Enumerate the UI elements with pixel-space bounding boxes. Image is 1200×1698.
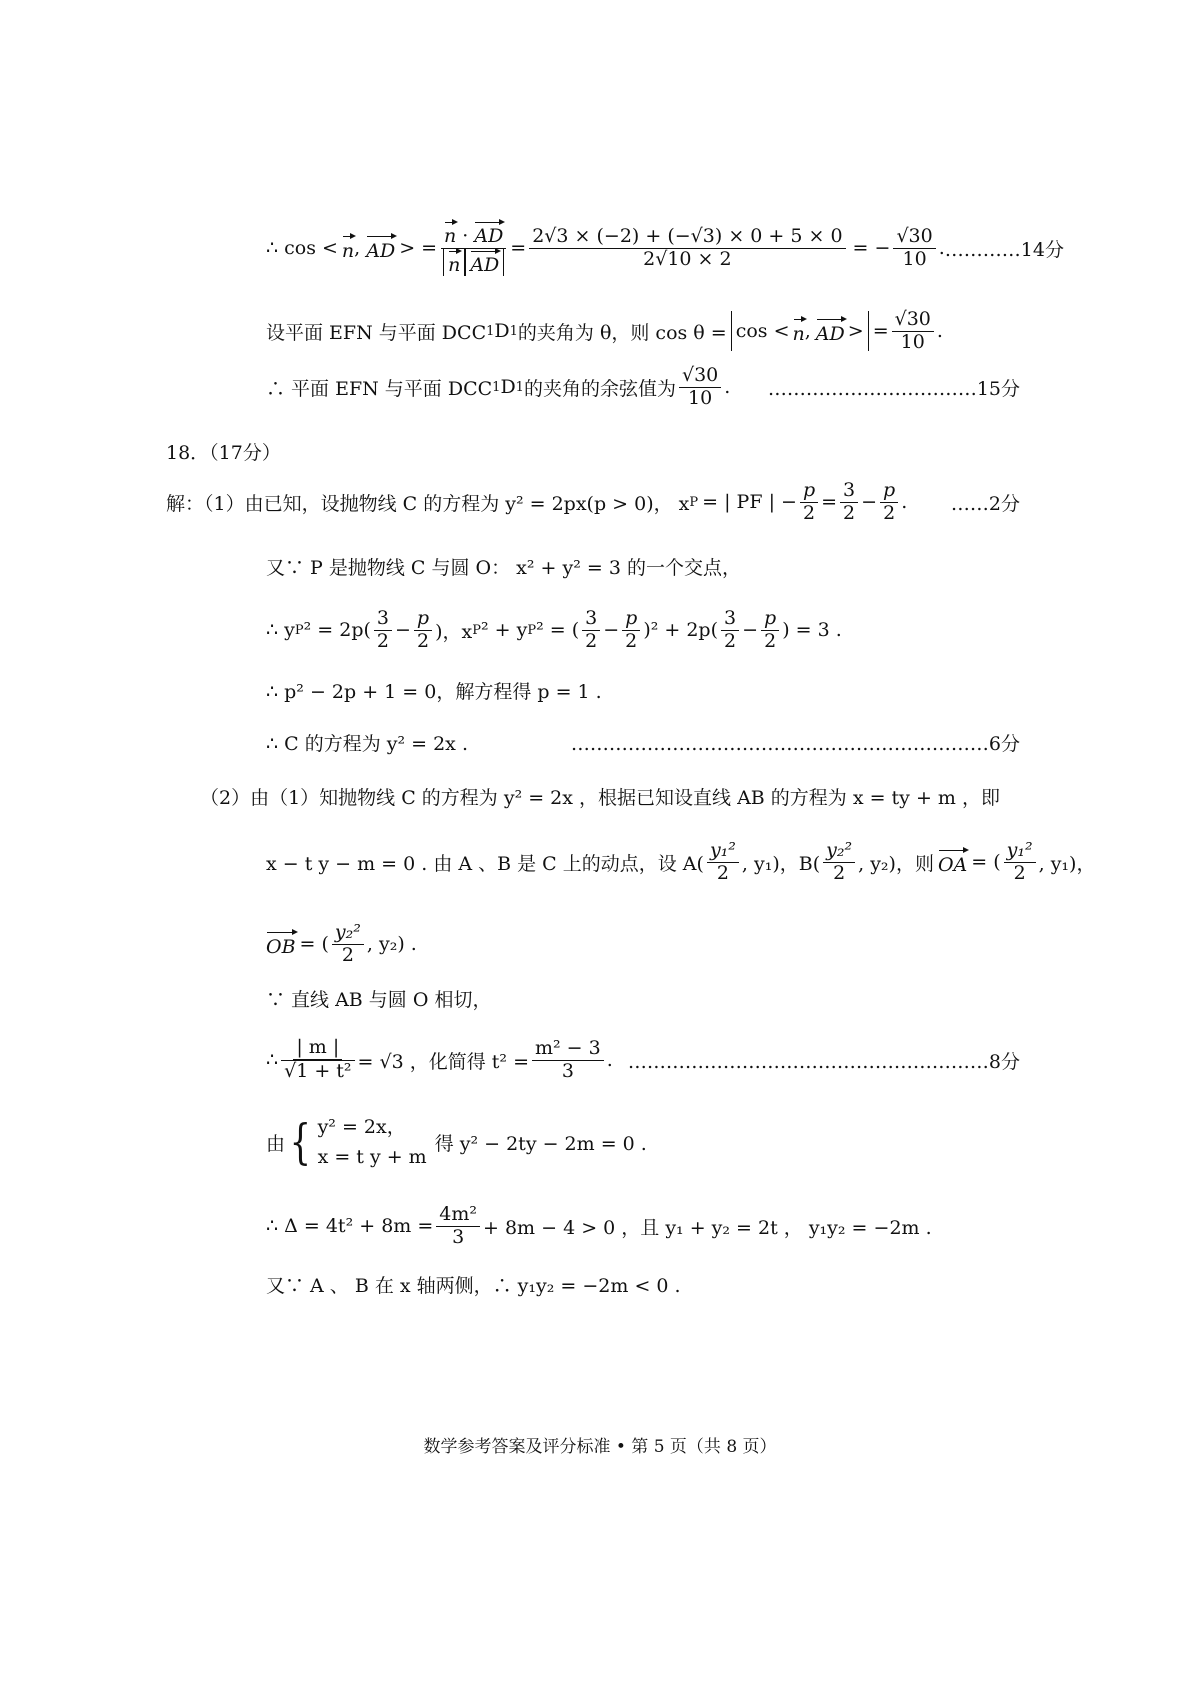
- vector-n-num: n: [444, 220, 456, 248]
- l3-f: )² + 2p(: [643, 619, 719, 641]
- vector-ad: AD: [366, 234, 395, 262]
- l3-a: ∴ y: [266, 619, 295, 641]
- p15-period: .: [724, 376, 731, 398]
- p-num-b: p: [880, 480, 898, 503]
- l3-b: ² = 2p(: [303, 619, 371, 641]
- two-den-b: 2: [843, 501, 856, 524]
- p15-text-c: 的夹角的余弦值为: [523, 377, 676, 400]
- abs-cos: [731, 311, 869, 351]
- two-f: 2: [764, 629, 777, 652]
- vector-n: n: [342, 234, 354, 262]
- four-m2: 4m²: [436, 1204, 480, 1227]
- score-6: …………………………………………………………6分: [570, 732, 1020, 755]
- theta-fraction: [892, 309, 934, 354]
- frac-m2-3: [532, 1038, 604, 1083]
- three-c: 3: [721, 608, 739, 631]
- three-den: 3: [561, 1059, 574, 1082]
- two-d: 2: [625, 629, 638, 652]
- three-num: 3: [840, 480, 858, 503]
- p15-ten: 10: [688, 386, 713, 409]
- y1sq: y₁²: [707, 840, 739, 863]
- l3-sub: P: [294, 622, 304, 638]
- sol2-line5: [266, 1030, 1020, 1090]
- sol1-l4-text: ∴ p² − 2p + 1 = 0，解方程得 p = 1 .: [266, 680, 602, 703]
- dot-over-norms-fraction: n · AD n AD: [440, 220, 507, 277]
- m2m3: m² − 3: [532, 1038, 604, 1061]
- score-2: ……2分: [950, 492, 1020, 515]
- sol1-line3: [266, 604, 1020, 656]
- sol1-l1-a: 解：（1）由已知，设抛物线 C 的方程为 y² = 2px(p > 0)， x: [166, 492, 690, 515]
- sol2-line3: [266, 914, 1020, 974]
- sys-suffix: 得 y² − 2ty − 2m = 0 .: [434, 1132, 647, 1155]
- cos-label: cos <: [735, 320, 790, 342]
- l3-e: ² = (: [536, 619, 580, 641]
- p15-sqrt30: √30: [679, 365, 721, 388]
- comma-theta: ,: [804, 320, 811, 342]
- cosine-conclusion-line: [266, 361, 1020, 413]
- frac-p-2-a: [414, 608, 432, 653]
- sol2-l2-c: , y₂)，则: [858, 852, 934, 875]
- period-theta: .: [936, 320, 943, 342]
- sol2-line1: [200, 780, 1020, 812]
- sqrt30-theta: √30: [892, 309, 934, 332]
- p-over-2-b: [880, 480, 898, 525]
- sol2-l7-a: ∴ Δ = 4t² + 8m =: [266, 1215, 434, 1237]
- page-footer: 数学参考答案及评分标准 • 第 5 页（共 8 页）: [423, 1437, 777, 1457]
- frac-3-2-b: [582, 608, 600, 653]
- y1sq-b: y₁²: [1004, 840, 1036, 863]
- sys-prefix: 由: [266, 1132, 286, 1155]
- p15-text-a: ∴ 平面 EFN 与平面 DCC: [266, 377, 493, 400]
- p-a: p: [414, 608, 432, 631]
- sol2-l2-e: , y₁)，: [1038, 852, 1096, 875]
- frac-4m2-3: [436, 1204, 480, 1249]
- sol1-line1: [166, 476, 1020, 528]
- sol2-l3-b: , y₂) .: [366, 933, 417, 955]
- sol1-line2: [266, 550, 1020, 582]
- p-b: p: [622, 608, 640, 631]
- vector-n-den: n: [448, 249, 460, 277]
- frac-y1sq-2: [707, 840, 739, 885]
- score-15: ……………………………15分: [767, 377, 1020, 400]
- p-over-2: [800, 480, 818, 525]
- minus-a: −: [395, 619, 411, 641]
- two-y2: 2: [833, 861, 846, 884]
- two-den: 2: [802, 501, 816, 524]
- sub2: 1: [509, 323, 518, 339]
- sol2-line4: [266, 982, 1020, 1014]
- period: .: [938, 237, 945, 259]
- theta-text-c: 的夹角为 θ，则 cos θ =: [517, 321, 727, 344]
- l3-d: ² + y: [480, 619, 528, 641]
- three-b: 3: [582, 608, 600, 631]
- minus-b: −: [603, 619, 620, 641]
- theta-line: [266, 305, 1020, 357]
- theta-text-a: 设平面 EFN 与平面 DCC: [266, 321, 487, 344]
- frac-y2sq-2-b: [332, 922, 364, 967]
- score-8: …………………………………………………8分: [627, 1050, 1020, 1073]
- sol2-l2-a: x − t y − m = 0 . 由 A 、B 是 C 上的动点，设 A(: [266, 852, 704, 875]
- three-over-2: [840, 480, 858, 525]
- sol2-l5-b: = √3 ，化简得 t² =: [357, 1050, 529, 1073]
- p15-text-b: D: [500, 376, 516, 398]
- two-den-c: 2: [883, 501, 896, 524]
- three-a: 3: [374, 608, 392, 631]
- equation-system: [318, 1112, 427, 1173]
- sol1-l5-text: ∴ C 的方程为 y² = 2x .: [266, 732, 468, 755]
- therefore-cos: ∴ cos <: [266, 237, 338, 259]
- two-y1: 2: [716, 861, 729, 884]
- p15-fraction: [679, 365, 721, 410]
- theta-text-b: D: [494, 320, 510, 342]
- p15-sub2: 1: [515, 379, 524, 395]
- sol1-line5: [266, 726, 1020, 758]
- p-num: p: [800, 480, 818, 503]
- sol2-l8-text: 又∵ A 、 B 在 x 轴两侧，∴ y₁y₂ = −2m < 0 .: [266, 1274, 681, 1297]
- vector-n-theta: n: [793, 317, 805, 345]
- sol2-line8: [266, 1268, 1020, 1300]
- ten-theta: 10: [900, 330, 925, 353]
- y2sq-b: y₂²: [332, 922, 364, 945]
- two-b: 2: [416, 629, 430, 652]
- vector-ad-theta: AD: [816, 317, 845, 345]
- y2sq: y₂²: [823, 840, 855, 863]
- vector-ob: OB: [266, 930, 296, 958]
- sys-eq1: y² = 2x，: [317, 1115, 406, 1138]
- minus1: −: [861, 491, 878, 513]
- l3-sub-b: P: [472, 622, 481, 638]
- sol2-l3-a: = (: [299, 933, 329, 955]
- vector-oa: OA: [938, 848, 967, 876]
- sol2-l5-c: .: [606, 1049, 613, 1071]
- frac-y2sq-2: [823, 840, 855, 885]
- frac-p-2-c: [761, 608, 779, 653]
- sol1-l1-b: = | PF | −: [702, 491, 797, 513]
- two-a: 2: [376, 629, 389, 652]
- p-c: p: [761, 608, 779, 631]
- left-brace-icon: {: [289, 1114, 311, 1170]
- two-c: 2: [585, 629, 598, 652]
- vector-ad-den: AD: [470, 249, 499, 277]
- score-14: …………14分: [944, 238, 1064, 261]
- sol2-discriminant-line: [266, 1196, 1020, 1256]
- l3-g: ) = 3 .: [782, 619, 842, 641]
- sol2-system-line: [266, 1112, 1020, 1172]
- frac-y1sq-2-b: [1004, 840, 1036, 885]
- abs-m: | m |: [293, 1037, 342, 1060]
- two-e: 2: [724, 629, 737, 652]
- frac-p-2-b: [622, 608, 640, 653]
- l3-sub-c: P: [527, 622, 537, 638]
- sol2-l5-a: ∴: [266, 1049, 279, 1071]
- two-y2-b: 2: [341, 943, 354, 966]
- sys-eq2: x = t y + m: [317, 1146, 427, 1168]
- result-fraction: [893, 226, 935, 271]
- sol2-l1-text: （2）由（1）知抛物线 C 的方程为 y² = 2x ，根据已知设直线 AB 的方程为 x = ty + m ，即: [200, 786, 1000, 809]
- dot1: .: [901, 491, 908, 513]
- sqrt-den: √1 + t²: [281, 1060, 354, 1083]
- cos-n-ad-line: ∴ cos < n , AD > = n · AD n AD = $\frac{2√3 \times (-2) + (-√3) \times 0 + 5 \times 0}{2√10 \times 2}$ = − $\frac{√30}{10}$ . …………14分: [266, 218, 1020, 278]
- comma: ,: [354, 237, 361, 259]
- l3-c: )，x: [435, 620, 473, 643]
- sol2-l2-b: , y₁)，B(: [741, 852, 821, 875]
- gt: >: [847, 320, 864, 342]
- frac-3-2-c: [721, 608, 739, 653]
- sol2-l2-d: = (: [971, 851, 1001, 873]
- sol2-l7-b: + 8m − 4 > 0 ，且 y₁ + y₂ = 2t ， y₁y₂ = −2m .: [483, 1216, 932, 1239]
- eq1: =: [821, 491, 838, 513]
- sol2-l4-text: ∵ 直线 AB 与圆 O 相切，: [266, 988, 492, 1011]
- sol1-line4: [266, 674, 1020, 706]
- numeric-fraction: [529, 226, 845, 271]
- q18-heading-text: 18．（17分）: [166, 441, 281, 464]
- minus-c: −: [742, 619, 759, 641]
- sol1-l1-sub: P: [689, 494, 699, 510]
- frac-3-2-a: [374, 608, 392, 653]
- equals: =: [872, 320, 889, 342]
- vector-ad-num: AD: [474, 220, 503, 248]
- numeric-numerator: 2√3 × (−2) + (−√3) × 0 + 5 × 0: [529, 226, 845, 249]
- two-y1-b: 2: [1013, 861, 1026, 884]
- p15-sub1: 1: [492, 379, 501, 395]
- sol2-line2: [266, 832, 1096, 892]
- frac-m-sqrt: [281, 1037, 354, 1083]
- question-18-heading: [166, 436, 1020, 466]
- ten: 10: [902, 247, 927, 270]
- gt-eq: > =: [399, 237, 438, 259]
- sub1: 1: [486, 323, 495, 339]
- numeric-denominator: 2√10 × 2: [643, 247, 732, 270]
- sol1-l2-text: 又∵ P 是抛物线 C 与圆 O： x² + y² = 3 的一个交点，: [266, 556, 741, 579]
- sqrt30: √30: [893, 226, 935, 249]
- three-den-b: 3: [452, 1225, 465, 1248]
- equals-negative: = −: [852, 237, 891, 259]
